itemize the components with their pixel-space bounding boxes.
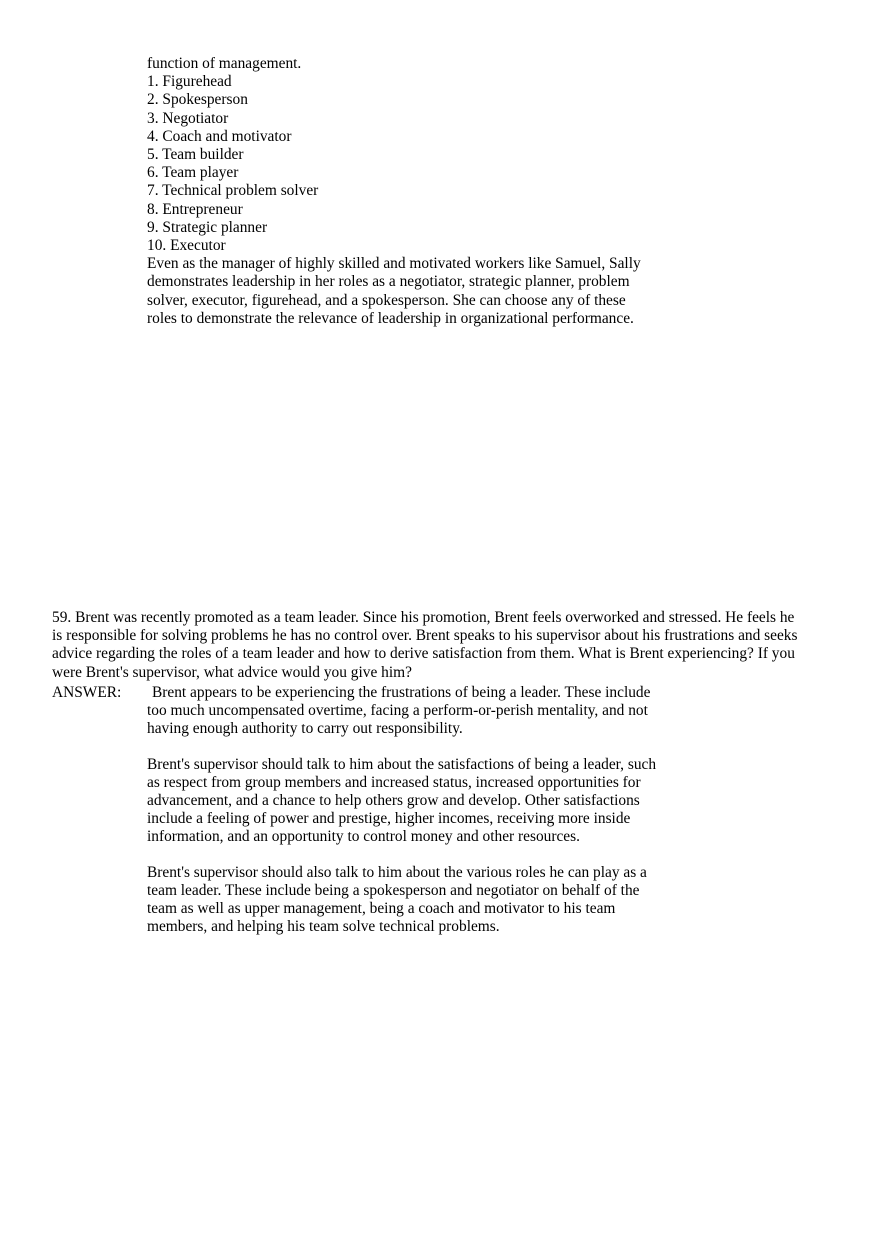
role-item: 2. Spokesperson <box>147 91 248 109</box>
role-item: 9. Strategic planner <box>147 218 268 236</box>
summary-line: solver, executor, figurehead, and a spokesperson. She can choose any of these <box>147 291 626 309</box>
answer-label-text: ANSWER: <box>52 684 122 701</box>
role-item: 7. Technical problem solver <box>147 182 319 200</box>
intro-summary <box>147 255 687 328</box>
answer-section <box>147 684 707 953</box>
role-item: 5. Team builder <box>147 146 244 164</box>
answer-paragraph-3 <box>147 864 707 937</box>
answer-line: as respect from group members and increased status, increased opportunities for <box>147 773 641 791</box>
answer-line: advancement, and a chance to help others grow and develop. Other satisfactions <box>147 792 640 810</box>
answer-line: Brent appears to be experiencing the frustrations of being a leader. These include <box>152 684 651 701</box>
answer-line: Brent's supervisor should also talk to him about the various roles he can play as a <box>147 863 647 881</box>
role-item: 4. Coach and motivator <box>147 127 292 145</box>
answer-line: team leader. These include being a spokesperson and negotiator on behalf of the <box>147 881 640 899</box>
answer-line: team as well as upper management, being a coach and motivator to his team <box>147 900 616 918</box>
question-line: advice regarding the roles of a team leader and how to derive satisfaction from them. What is Brent experiencing? If you <box>52 645 795 663</box>
answer-line: having enough authority to carry out responsibility. <box>147 720 463 738</box>
question-line: is responsible for solving problems he has no control over. Brent speaks to his supervisor about his frustrations and seeks <box>52 627 798 645</box>
intro-lead-line: function of management. <box>147 55 302 72</box>
role-item: 3. Negotiator <box>147 109 229 127</box>
question-line: 59. Brent was recently promoted as a team leader. Since his promotion, Brent feels overworked and stressed. He feels he <box>52 609 795 626</box>
question-59 <box>52 609 832 682</box>
role-item: 8. Entrepreneur <box>147 200 243 218</box>
role-item: 1. Figurehead <box>147 73 232 91</box>
question-line: were Brent's supervisor, what advice would you give him? <box>52 663 412 681</box>
answer-paragraph-2 <box>147 756 707 847</box>
role-item: 6. Team player <box>147 164 239 182</box>
summary-line: roles to demonstrate the relevance of leadership in organizational performance. <box>147 309 634 327</box>
role-item: 10. Executor <box>147 237 226 255</box>
answer-paragraph-1 <box>147 684 707 739</box>
answer-line: too much uncompensated overtime, facing a perform-or-perish mentality, and not <box>147 702 648 720</box>
answer-line: Brent's supervisor should talk to him about the satisfactions of being a leader, such <box>147 755 657 773</box>
summary-line: demonstrates leadership in her roles as a negotiator, strategic planner, problem <box>147 273 630 291</box>
answer-label <box>52 684 121 702</box>
answer-line: include a feeling of power and prestige, higher incomes, receiving more inside <box>147 810 631 828</box>
intro-section <box>147 55 687 328</box>
roles-list <box>147 73 687 255</box>
answer-line: information, and an opportunity to control money and other resources. <box>147 828 580 846</box>
answer-line: members, and helping his team solve technical problems. <box>147 918 500 936</box>
summary-line: Even as the manager of highly skilled and motivated workers like Samuel, Sally <box>147 255 641 273</box>
